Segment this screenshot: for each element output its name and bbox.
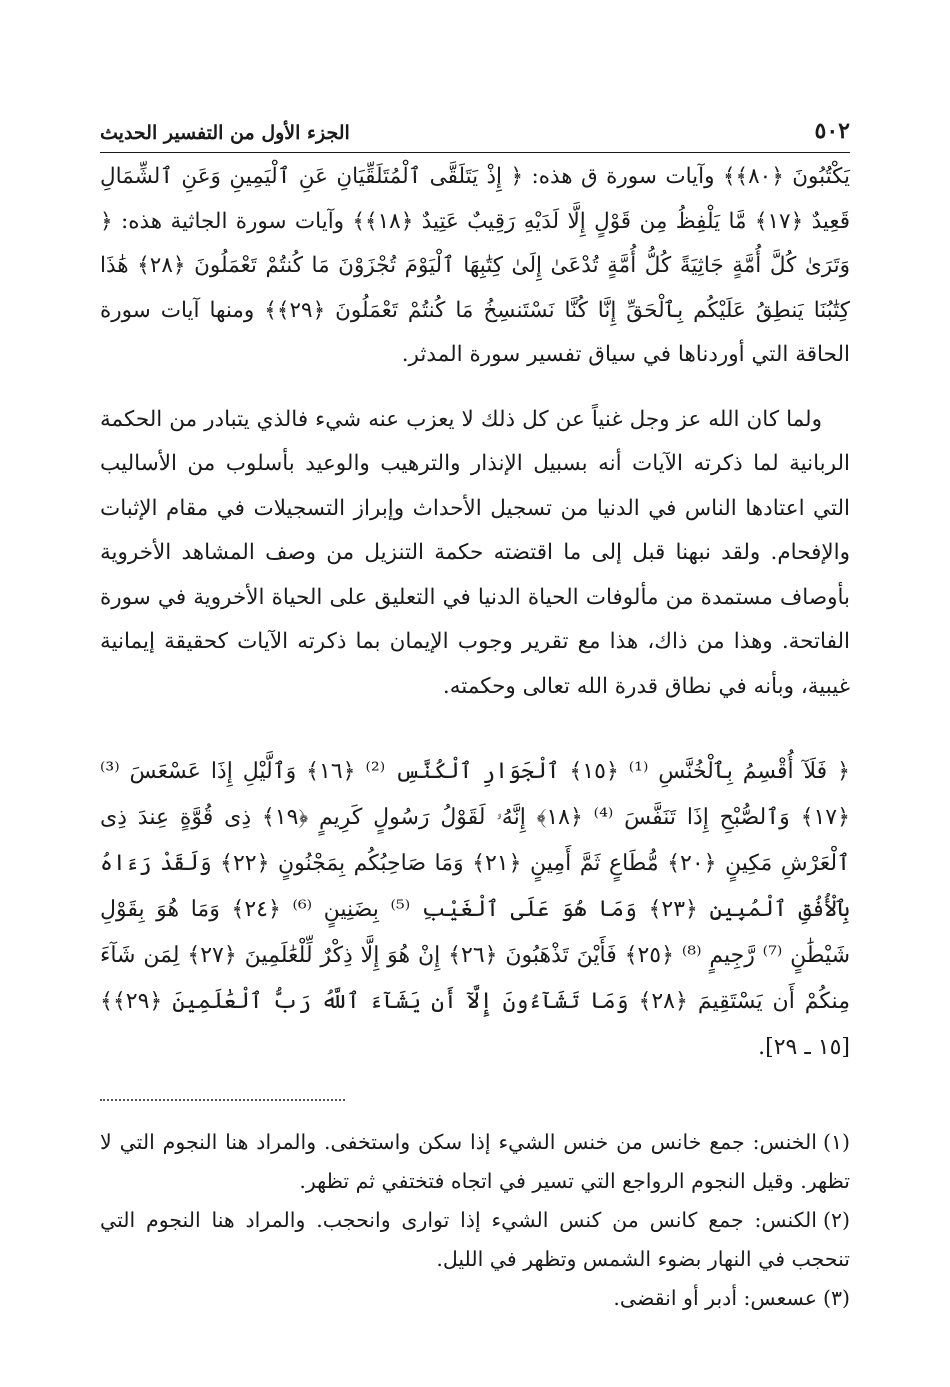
footnote-2 [100,1201,850,1279]
body-paragraph-2: ولما كان الله عز وجل غنياً عن كل ذلك لا يعزب عنه شيء فالذي يتبادر من الحكمة الربانية لما ذكرته الآيات أنه بسبيل الإنذار والترهيب والوعيد بأسلوب من الأساليب التي اعتادها الناس في الدنيا من تسجيل الأحداث وإبراز التسجيلات في مقام الإثبات والإفحام. ولقد نبهنا قبل إلى ما اقتضته حكمة التنزيل من وصف المشاهد الأخروية بأوصاف مستمدة من مألوفات الحياة الدنيا في التعليق على الحياة الأخروية في سورة الفاتحة. وهذا من ذاك، هذا مع تقرير وجوب الإيمان بما ذكرته الآيات كحقيقة إيمانية غيبية، وبأنه في نطاق قدرة الله تعالى وحكمته. [100,406,850,699]
footnote-separator [100,1099,345,1101]
footnote-number: (١) [822,1130,850,1154]
footnote-3 [100,1279,850,1318]
page-header [100,118,850,153]
footnote-number: (٢) [822,1208,850,1232]
running-title: الجزء الأول من التفسير الحديث [100,122,350,144]
quran-verse-block: ﴿ فَلَآ أُقْسِمُ بِٱلْخُنَّسِ ⁽¹⁾ ﴿١٥﴾ ٱلْجَوَارِ ٱلْكُنَّسِ ⁽²⁾ ﴿١٦﴾ وَٱلَّيْلِ إِذَا عَسْعَسَ ⁽³⁾ ﴿١٧﴾ وَٱلصُّبْحِ إِذَا تَنَفَّسَ ⁽⁴⁾ ﴿١٨﴾ إِنَّهُۥ لَقَوْلُ رَسُولٍ كَرِيمٍ ﴿١٩﴾ ذِى قُوَّةٍ عِندَ ذِى ٱلْعَرْشِ مَكِينٍ ﴿٢٠﴾ مُّطَاعٍ ثَمَّ أَمِينٍ ﴿٢١﴾ وَمَا صَاحِبُكُم بِمَجْنُونٍ ﴿٢٢﴾ وَلَقَدْ رَءَاهُ بِٱلْأُفُقِ ٱلْمُبِينِ ﴿٢٣﴾ وَمَا هُوَ عَلَى ٱلْغَيْبِ ⁽⁵⁾ بِضَنِينٍ ⁽⁶⁾ ﴿٢٤﴾ وَمَا هُوَ بِقَوْلِ شَيْطَٰنٍ ⁽⁷⁾ رَّجِيمٍ ⁽⁸⁾ ﴿٢٥﴾ فَأَيْنَ تَذْهَبُونَ ﴿٢٦﴾ إِنْ هُوَ إِلَّا ذِكْرٌ لِّلْعَٰلَمِينَ ﴿٢٧﴾ لِمَن شَآءَ مِنكُمْ أَن يَسْتَقِيمَ ﴿٢٨﴾ وَمَا تَشَآءُونَ إِلَّآ أَن يَشَآءَ ٱللَّهُ رَبُّ ٱلْعَٰلَمِينَ ﴿٢٩﴾﴾ [١٥ ـ ٢٩]. [100,759,851,1060]
footnote-text: الكنس: جمع كانس من كنس الشيء إذا توارى وانحجب. والمراد هنا النجوم التي تنحجب في النهار بضوء الشمس وتظهر في الليل. [100,1208,850,1271]
book-page [100,118,850,1318]
footnote-1 [100,1123,850,1201]
footnote-number: (٣) [822,1286,850,1310]
page-number: ٥٠٢ [814,118,850,144]
footnote-text: الخنس: جمع خانس من خنس الشيء إذا سكن واستخفى. والمراد هنا النجوم التي لا تظهر. وقيل النجوم الرواجع التي تسير في اتجاه فتختفي ثم تظهر. [100,1130,850,1193]
footnote-text: عسعس: أدبر أو انقضى. [613,1286,817,1310]
body-paragraph-1: يَكْتُبُونَ ﴿٨٠﴾﴾ وآيات سورة ق هذه: ﴿ إِذْ يَتَلَقَّى ٱلْمُتَلَقِّيَانِ عَنِ ٱلْيَمِينِ وَعَنِ ٱلشِّمَالِ قَعِيدٌ ﴿١٧﴾ مَّا يَلْفِظُ مِن قَوْلٍ إِلَّا لَدَيْهِ رَقِيبٌ عَتِيدٌ ﴿١٨﴾﴾ وآيات سورة الجاثية هذه: ﴿ وَتَرَىٰ كُلَّ أُمَّةٍ جَاثِيَةً كُلُّ أُمَّةٍ تُدْعَىٰ إِلَىٰ كِتَٰبِهَا ٱلْيَوْمَ تُجْزَوْنَ مَا كُنتُمْ تَعْمَلُونَ ﴿٢٨﴾ هَٰذَا كِتَٰبُنَا يَنطِقُ عَلَيْكُم بِٱلْحَقِّ إِنَّا كُنَّا نَسْتَنسِخُ مَا كُنتُمْ تَعْمَلُونَ ﴿٢٩﴾﴾ ومنها آيات سورة الحاقة التي أوردناها في سياق تفسير سورة المدثر. [100,164,851,367]
